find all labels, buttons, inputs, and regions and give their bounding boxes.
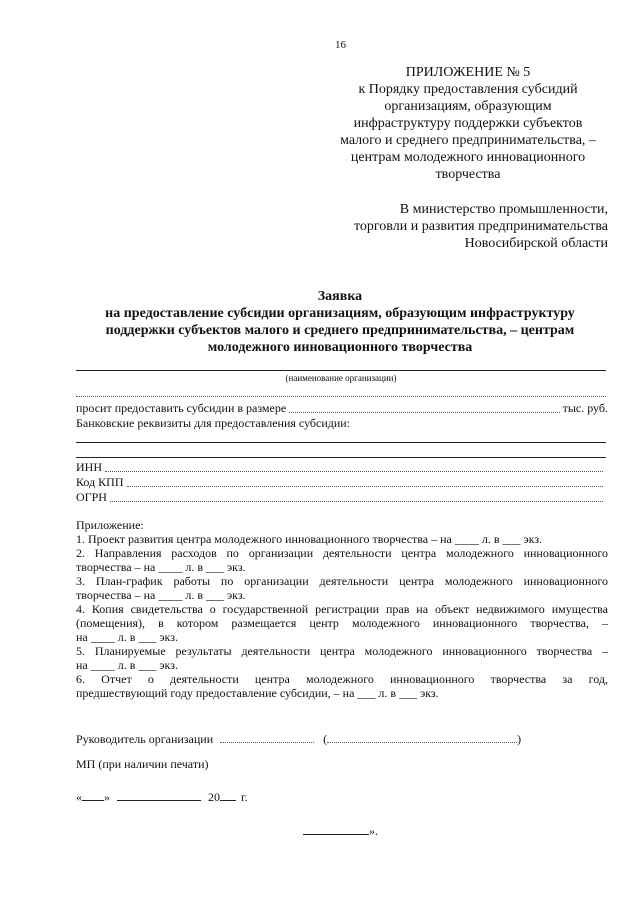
date-year-prefix: 20 <box>208 790 220 804</box>
bank-details-field[interactable] <box>76 457 606 458</box>
signature-field[interactable] <box>220 731 314 743</box>
date-day-field[interactable] <box>82 789 104 801</box>
attachment-item: 5. Планируемые результаты деятельности центра молодежного инновационного творчества – <box>76 644 608 658</box>
date-year-field[interactable] <box>220 789 236 801</box>
appendix-block <box>300 64 636 183</box>
closing-underline <box>303 823 369 835</box>
appendix-line: к Порядку предоставления субсидий <box>358 82 578 97</box>
application-heading <box>60 288 620 356</box>
appendix-line: малого и среднего предпринимательства, – <box>340 133 596 148</box>
addressee-block <box>300 201 608 252</box>
appendix-line: инфраструктуру поддержки субъектов <box>353 116 583 131</box>
attachment-item: 2. Направления расходов по организации деятельности центра молодежного инновационного <box>76 546 608 560</box>
attachments-label: Приложение: <box>76 518 144 532</box>
attachment-item: 1. Проект развития центра молодежного инновационного творчества – на ____ л. в ___ экз. <box>76 532 543 546</box>
bank-details-label: Банковские реквизиты для предоставления субсидии: <box>76 416 351 430</box>
heading-line: поддержки субъектов малого и среднего предпринимательства, – центрам <box>105 323 575 338</box>
ogrn-field[interactable] <box>110 501 603 502</box>
heading-line: на предоставление субсидии организациям, образующим инфраструктуру <box>105 306 575 321</box>
page-number: 16 <box>335 39 346 51</box>
attachment-item: 6. Отчет о деятельности центра молодежного инновационного творчества за год, <box>76 672 608 686</box>
attachment-item: предшествующий году предоставление субсидии, – на ___ л. в ___ экз. <box>76 686 439 700</box>
kpp-field[interactable] <box>127 486 603 487</box>
appendix-line: центрам молодежного инновационного <box>350 150 586 165</box>
date-open-quote: « <box>76 790 82 804</box>
inn-label: ИНН <box>76 460 102 474</box>
closing-mark: ». <box>369 824 378 838</box>
kpp-label: Код КПП <box>76 475 124 489</box>
subsidy-amount-field[interactable] <box>289 412 559 413</box>
addressee-line: В министерство промышленности, <box>399 202 608 217</box>
inn-row <box>76 460 606 474</box>
appendix-title: ПРИЛОЖЕНИЕ № 5 <box>405 65 531 80</box>
subsidy-request-row <box>76 401 608 415</box>
attachment-item: на ____ л. в ___ экз. <box>76 658 178 672</box>
stamp-label: МП (при наличии печати) <box>76 757 209 771</box>
addressee-line: Новосибирской области <box>464 236 608 251</box>
signature-paren-close: ) <box>517 732 522 746</box>
heading-title: Заявка <box>317 289 363 304</box>
date-row <box>76 789 248 804</box>
attachment-item: 4. Копия свидетельства о государственной регистрации прав на объект недвижимого имущества <box>76 602 608 616</box>
attachments-block <box>76 518 608 700</box>
attachment-item: творчества – на ____ л. в ___ экз. <box>76 588 246 602</box>
subsidy-request-prefix: просит предоставить субсидии в размере <box>76 401 287 415</box>
kpp-row <box>76 475 606 489</box>
subsidy-request-suffix: тыс. руб. <box>562 401 608 415</box>
inn-field[interactable] <box>105 471 603 472</box>
attachment-item: 3. План-график работы по организации деятельности центра молодежного инновационного <box>76 574 608 588</box>
appendix-line: организациям, образующим <box>384 99 552 114</box>
appendix-line: творчества <box>435 167 501 182</box>
org-name-field[interactable] <box>76 370 606 371</box>
ogrn-row <box>76 490 606 504</box>
org-name-caption: (наименование организации) <box>285 373 397 383</box>
date-month-field[interactable] <box>117 789 201 801</box>
addressee-line: торговли и развития предпринимательства <box>353 219 608 234</box>
ogrn-label: ОГРН <box>76 490 107 504</box>
signature-paren-open: ( <box>323 732 328 746</box>
signature-row <box>76 731 521 746</box>
heading-line: молодежного инновационного творчества <box>207 340 473 355</box>
signature-label: Руководитель организации <box>76 732 214 746</box>
attachment-item: на ____ л. в ___ экз. <box>76 630 178 644</box>
bank-details-field[interactable] <box>76 442 606 443</box>
date-close-quote: » <box>104 790 110 804</box>
closing-row <box>303 823 378 838</box>
org-name-extra-line[interactable] <box>76 396 606 397</box>
signatory-name-field[interactable] <box>327 731 517 743</box>
attachment-item: (помещения), в котором размещается центр молодежного инновационного творчества, – <box>76 616 608 630</box>
date-year-suffix: г. <box>241 790 248 804</box>
attachment-item: творчества – на ____ л. в ___ экз. <box>76 560 246 574</box>
